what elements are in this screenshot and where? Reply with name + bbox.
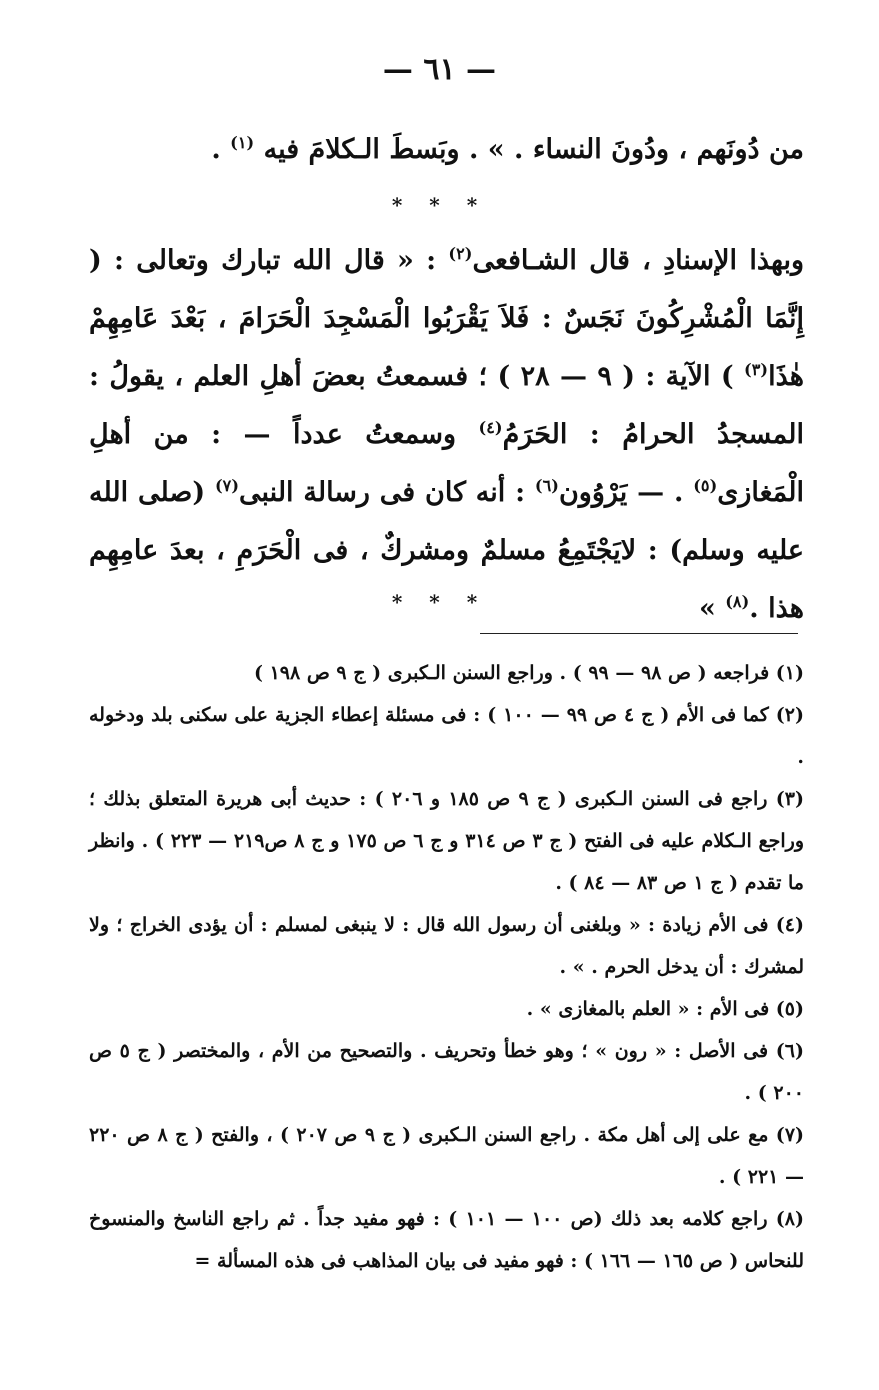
main-text-segment: (صلى الله عليه وسلم) : لايَجْتَمِعُ مسلمٌ ومشركٌ ، فى الْحَرَمِ ، بعدَ عامِهِم هذا . (89, 477, 804, 624)
main-text-segment: : « قال الله تبارك وتعالى : ( إِنَّمَا الْمُشْرِكُونَ نَجَسٌ : فَلاَ يَقْرَبُوا الْمَسْجِدَ الْحَرَامَ ، بَعْدَ عَامِهِمْ هٰذَا (89, 245, 804, 392)
footnotes (89, 652, 804, 1282)
footnote-2: (٢) كما فى الأم ( ج ٤ ص ٩٩ — ١٠٠ ) : فى مسئلة إعطاء الجزية على سكنى بلد ودخوله . (89, 704, 804, 768)
footnote-marker: (٦) (534, 476, 559, 495)
footnote-1: (١) فراجعه ( ص ٩٨ — ٩٩ ) . وراجع السنن الـكبرى ( ج ٩ ص ١٩٨ ) (253, 662, 804, 684)
main-text-segment: ) الآية : ( ٩ — ٢٨ ) ؛ فسمعتُ بعضَ أهلِ العلم ، يقولُ : المسجدُ الحرامُ : الحَرَمُ (89, 361, 804, 450)
footnote-5: (٥) فى الأم : « العلم بالمغازى » . (526, 998, 804, 1020)
footnote-marker: (٥) (693, 476, 718, 495)
footnote-marker: (٣) (744, 360, 769, 379)
intro-text: من دُونَهم ، ودُونَ النساء . » . وبَسطَ الـكلامَ فيه (263, 134, 804, 165)
footnote-3: (٣) راجع فى السنن الـكبرى ( ج ٩ ص ١٨٥ و ٢٠٦ ) : حديث أبى هريرة المتعلق بذلك ؛ وراجع الـكلام عليه فى الفتح ( ج ٣ ص ٣١٤ و ج ٦ ص ١٧٥ و ج ٨ ص٢١٩ — ٢٢٣ ) . وانظر ما تقدم ( ج ١ ص ٨٣ — ٨٤ ) . (89, 788, 804, 894)
section-separator: * * * (391, 193, 488, 217)
footnote-7: (٧) مع على إلى أهل مكة . راجع السنن الـكبرى ( ج ٩ ص ٢٠٧ ) ، والفتح ( ج ٨ ص ٢٢٠ — ٢٢١ ) . (89, 1124, 805, 1188)
main-text-segment: : أنه كان فى رسالة النبى (239, 477, 535, 508)
footnote-marker: (٢) (448, 244, 473, 263)
intro-paragraph (89, 122, 804, 178)
page-number: — ٦١ — (382, 52, 497, 87)
footnote-marker: (٤) (478, 418, 503, 437)
main-text-segment: وسمعتُ عدداً — : من أهلِ الْمَغازى (89, 419, 805, 508)
footnote-marker: (٨) (725, 592, 750, 611)
intro-tail: . (211, 134, 231, 165)
section-separator: * * * (391, 590, 488, 614)
footnote-4: (٤) فى الأم زيادة : « وبلغنى أن رسول الله قال : لا ينبغى لمسلم : أن يؤدى الخراج ؛ ولا لمشرك : أن يدخل الحرم . » . (89, 914, 804, 978)
main-text-segment: . — يَرْوُون (558, 477, 694, 508)
main-text-segment: » (698, 593, 726, 624)
footnote-6: (٦) فى الأصل : « رون » ؛ وهو خطأ وتحريف . والتصحيح من الأم ، والمختصر ( ج ٥ ص ٢٠٠ ) . (89, 1040, 804, 1104)
main-paragraph (89, 232, 804, 638)
footnote-8: (٨) راجع كلامه بعد ذلك (ص ١٠٠ — ١٠١ ) : فهو مفيد جداً . ثم راجع الناسخ والمنسوخ للنحاس ( ص ١٦٥ — ١٦٦ ) : فهو مفيد فى بيان المذاهب فى هذه المسألة = (89, 1208, 804, 1272)
footnote-marker: (٧) (214, 476, 240, 495)
footnote-rule (480, 633, 798, 634)
main-text-segment: وبهذا الإسنادِ ، قال الشـافعى (472, 245, 804, 276)
footnote-marker: (١) (230, 133, 255, 152)
